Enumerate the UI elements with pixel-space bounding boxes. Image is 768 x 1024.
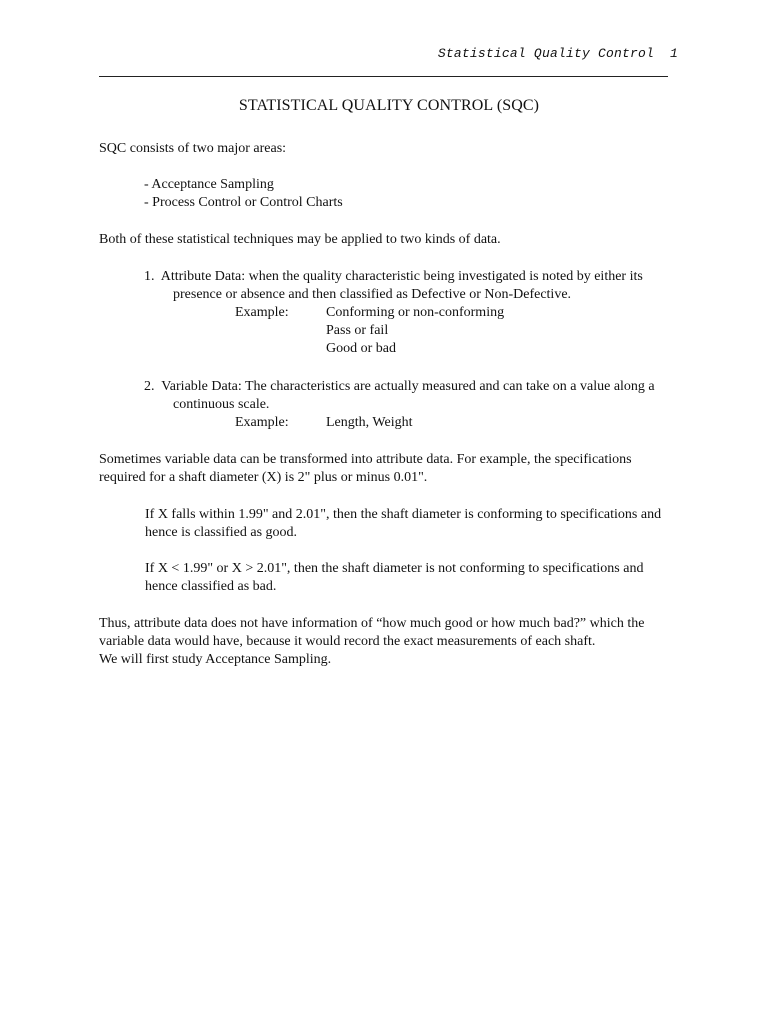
attribute-line-2: presence or absence and then classified as Defective or Non-Defective.: [173, 287, 572, 303]
bad-case-line-1: If X < 1.99" or X > 2.01", then the shaft diameter is not conforming to specifications and: [145, 561, 644, 576]
example-item: Pass or fail: [326, 323, 389, 339]
transform-paragraph: [99, 451, 679, 487]
variable-example-label: Example:: [235, 415, 289, 430]
example-item: Good or bad: [326, 341, 396, 357]
page-title: STATISTICAL QUALITY CONTROL (SQC): [238, 97, 540, 114]
both-paragraph: Both of these statistical techniques may be applied to two kinds of data.: [99, 232, 501, 247]
example-item: Conforming or non-conforming: [326, 305, 505, 320]
intro-paragraph: SQC consists of two major areas:: [99, 141, 287, 156]
transform-line-2: required for a shaft diameter (X) is 2" plus or minus 0.01".: [99, 470, 428, 486]
transform-line-1: Sometimes variable data can be transformed into attribute data. For example, the specifications: [99, 452, 632, 467]
good-case-line-2: hence is classified as good.: [145, 525, 298, 541]
conclusion-paragraph: [99, 615, 679, 670]
variable-line-2: continuous scale.: [173, 397, 270, 413]
list-item: - Process Control or Control Charts: [144, 195, 343, 211]
good-case-paragraph: [145, 506, 679, 542]
running-header: [438, 46, 678, 61]
list-item: - Acceptance Sampling: [144, 177, 274, 192]
bad-case-paragraph: [145, 560, 679, 596]
item-number: 2.: [144, 379, 155, 394]
item-number: 1.: [144, 269, 155, 284]
header-rule: [99, 76, 668, 77]
variable-examples: [326, 414, 413, 432]
conclusion-line-2: variable data would have, because it would record the exact measurements of each shaft.: [99, 634, 596, 650]
conclusion-line-1: Thus, attribute data does not have information of “how much good or how much bad?” which the: [99, 616, 645, 631]
example-item: Length, Weight: [326, 415, 413, 430]
attribute-examples: [326, 304, 504, 359]
running-title: Statistical Quality Control: [437, 46, 654, 61]
good-case-line-1: If X falls within 1.99" and 2.01", then the shaft diameter is conforming to specifications and: [145, 507, 662, 522]
attribute-example-label: Example:: [235, 305, 289, 320]
areas-list: [144, 176, 343, 212]
variable-data-item: [144, 378, 679, 414]
page-number: 1: [669, 46, 678, 61]
conclusion-line-3: We will first study Acceptance Sampling.: [99, 652, 332, 668]
attribute-data-item: [144, 268, 679, 304]
variable-line-1: Variable Data: The characteristics are actually measured and can take on a value along a: [161, 379, 655, 394]
attribute-line-1: Attribute Data: when the quality characteristic being investigated is noted by either its: [160, 269, 643, 284]
bad-case-line-2: hence classified as bad.: [145, 579, 277, 595]
